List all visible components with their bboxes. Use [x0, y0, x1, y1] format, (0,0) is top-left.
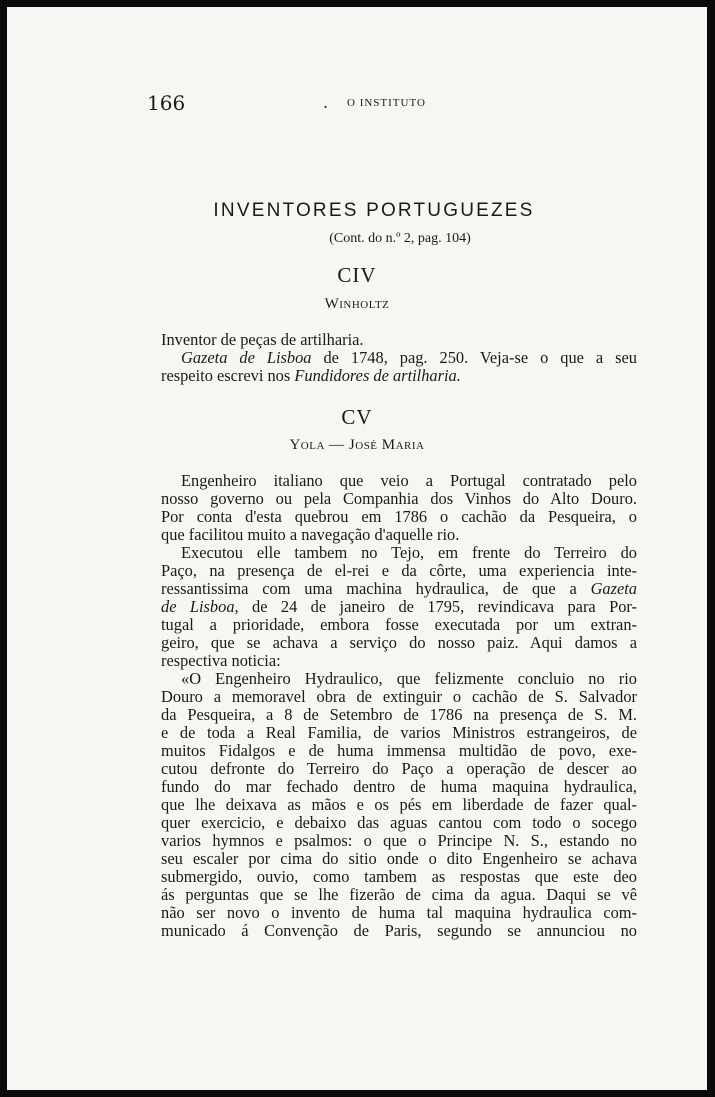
body-line: Douro a memoravel obra de extinguir o cachão de S. Salvador	[161, 687, 637, 706]
body-line: submergido, ouvio, como tambem as respostas que este deo	[161, 867, 637, 886]
body-line: Executou elle tambem no Tejo, em frente do Terreiro do	[181, 543, 637, 562]
body-line: muitos Fidalgos e de huma immensa multidão de povo, exe-	[161, 741, 637, 760]
body-line: ás perguntas que se lhe fizerão de cima da agua. Daqui se vê	[161, 885, 637, 904]
body-line: respeito escrevi nos Fundidores de artilharia.	[161, 366, 461, 385]
body-line: de Lisboa, de 24 de janeiro de 1795, revindicava para Por-	[161, 597, 637, 616]
body-line: Inventor de peças de artilharia.	[161, 330, 364, 349]
body-line: fundo do mar fechado dentro de huma maquina hydraulica,	[161, 777, 637, 796]
body-line: que facilitou muito a navegação d'aquelle rio.	[161, 525, 460, 544]
page-number: 166	[147, 91, 186, 115]
body-line: tugal a prioridade, embora fosse executada por um extran-	[161, 615, 637, 634]
body-line: da Pesqueira, a 8 de Setembro de 1786 na presença de S. M.	[161, 705, 637, 724]
body-line: municado á Convenção de Paris, segundo se annunciou no	[161, 921, 637, 940]
body-line: cutou defronte do Terreiro do Paço a operação de descer ao	[161, 759, 637, 778]
body-line: não ser novo o invento de huma tal maquina hydraulica com-	[161, 903, 637, 922]
body-line: seu escaler por cima do sitio onde o dito Engenheiro se achava	[161, 849, 637, 868]
section-name-cv: Yola — José Maria	[289, 437, 425, 453]
running-title: O INSTITUTO	[347, 97, 426, 109]
body-line: «O Engenheiro Hydraulico, que felizmente concluio no rio	[181, 669, 637, 688]
section-name-civ: Winholtz	[324, 296, 390, 312]
article-subtitle: (Cont. do n.º 2, pag. 104)	[329, 231, 471, 246]
header-separator: .	[323, 93, 329, 112]
body-line: Por conta d'esta quebrou em 1786 o cachão da Pesqueira, o	[161, 507, 637, 526]
section-number-cv: CV	[341, 405, 373, 429]
article-title: INVENTORES PORTUGUEZES	[213, 200, 535, 221]
body-line: ressantissima com uma machina hydraulica, de que a Gazeta	[161, 579, 637, 598]
body-line: e de toda a Real Familia, de varios Ministros estrangeiros, de	[161, 723, 637, 742]
body-line: quer exercicio, e debaixo das aguas cantou com todo o socego	[161, 813, 637, 832]
book-page	[7, 7, 707, 1090]
body-line: Engenheiro italiano que veio a Portugal contratado pelo	[181, 471, 637, 490]
body-line: nosso governo ou pela Companhia dos Vinhos do Alto Douro.	[161, 489, 637, 508]
body-line: Paço, na presença de el-rei e da côrte, uma experiencia inte-	[161, 561, 637, 580]
italic-gazeta-de-lisboa: Gazeta de Lisboa	[181, 348, 312, 367]
body-line: que lhe deixava as mãos e os pés em liberdade de fazer qual-	[161, 795, 637, 814]
italic-fundidores: Fundidores de artilharia.	[294, 366, 461, 385]
section-number-civ: CIV	[337, 263, 377, 287]
body-line: Gazeta de Lisboa de 1748, pag. 250. Veja-se o que a seu	[181, 348, 637, 367]
body-line: varios hymnos e psalmos: o que o Principe N. S., estando no	[161, 831, 637, 850]
body-line: geiro, que se achava a serviço do nosso paiz. Aqui damos a	[161, 633, 637, 652]
body-line: respectiva noticia:	[161, 651, 281, 670]
